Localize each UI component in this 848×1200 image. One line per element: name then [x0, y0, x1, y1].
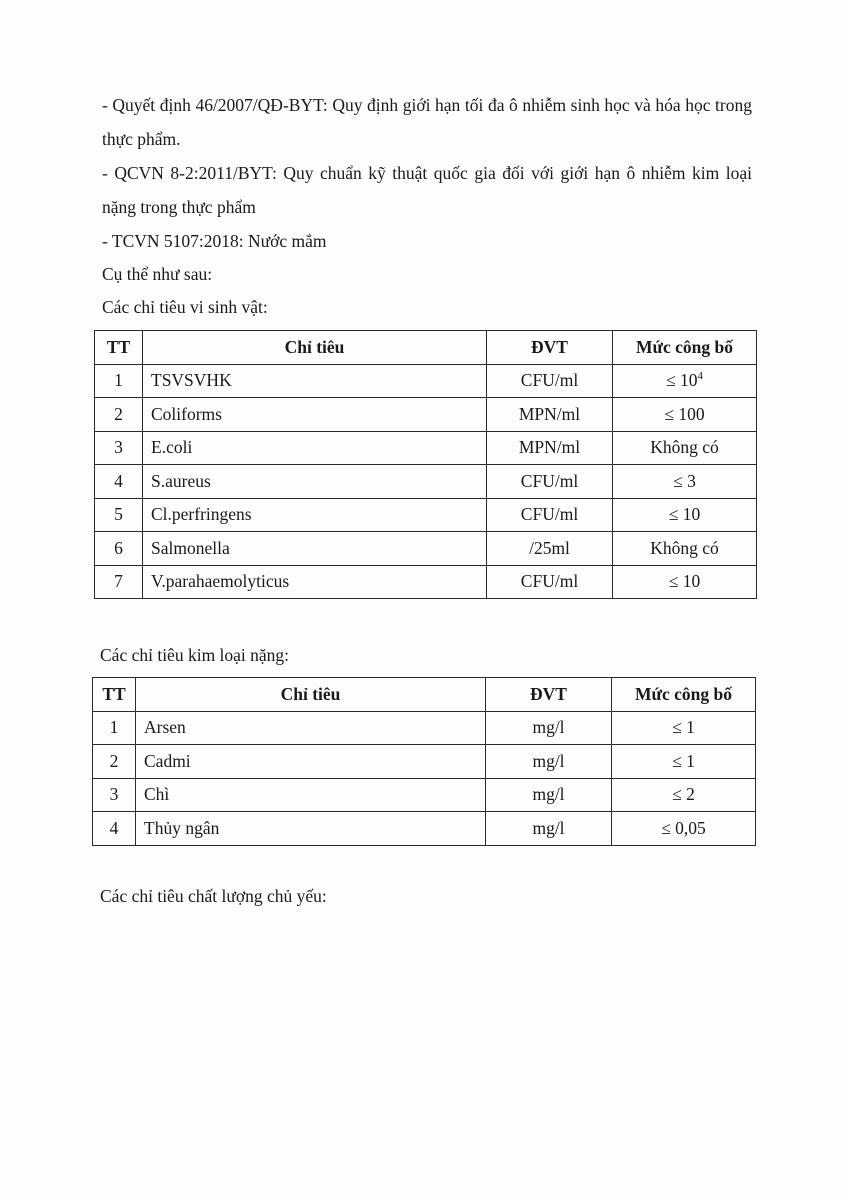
- declared-level: ≤ 100: [613, 398, 757, 432]
- declared-level-exponent: 4: [697, 370, 703, 383]
- unit: mg/l: [486, 711, 612, 745]
- table-row: [93, 778, 756, 812]
- regulation-item-1: - Quyết định 46/2007/QĐ-BYT: Quy định giới hạn tối đa ô nhiễm sinh học và hóa học trong thực phẩm.: [102, 95, 752, 149]
- quality-indicators-heading: Các chỉ tiêu chất lượng chủ yếu:: [100, 886, 327, 906]
- row-number: 5: [95, 498, 143, 532]
- indicator-name: V.parahaemolyticus: [143, 565, 487, 599]
- indicator-name: Chì: [136, 778, 486, 812]
- heavy-metals-heading: Các chỉ tiêu kim loại nặng:: [100, 645, 290, 665]
- heavy-metals-table: [92, 677, 756, 846]
- unit: MPN/ml: [487, 431, 613, 465]
- indicator-name: TSVSVHK: [143, 364, 487, 398]
- unit: CFU/ml: [487, 465, 613, 499]
- indicator-name: Cadmi: [136, 745, 486, 779]
- row-number: 6: [95, 532, 143, 566]
- table-row: [93, 711, 756, 745]
- table-row: [95, 431, 757, 465]
- unit: MPN/ml: [487, 398, 613, 432]
- declared-level: ≤ 10: [613, 565, 757, 599]
- header-chi-tieu: Chỉ tiêu: [143, 331, 487, 365]
- table-header-row: [95, 331, 757, 365]
- unit: CFU/ml: [487, 364, 613, 398]
- declared-level: ≤ 0,05: [612, 812, 756, 846]
- row-number: 1: [95, 364, 143, 398]
- table-row: [95, 565, 757, 599]
- table-row: [95, 398, 757, 432]
- unit: mg/l: [486, 745, 612, 779]
- header-tt: TT: [95, 331, 143, 365]
- declared-level: ≤ 10: [613, 498, 757, 532]
- regulation-item-2: - QCVN 8-2:2011/BYT: Quy chuẩn kỹ thuật quốc gia đối với giới hạn ô nhiễm kim loại nặng trong thực phẩm: [102, 163, 752, 217]
- microbiology-heading: Các chỉ tiêu vi sinh vật:: [102, 297, 268, 317]
- declared-level: ≤ 3: [613, 465, 757, 499]
- indicator-name: E.coli: [143, 431, 487, 465]
- declared-level: Không có: [613, 431, 757, 465]
- table-row: [95, 465, 757, 499]
- indicator-name: Coliforms: [143, 398, 487, 432]
- specifics-label: Cụ thể như sau:: [102, 264, 213, 284]
- header-muc-cong-bo: Mức công bố: [613, 331, 757, 365]
- declared-level-base: ≤ 10: [666, 370, 698, 391]
- unit: CFU/ml: [487, 565, 613, 599]
- unit: mg/l: [486, 778, 612, 812]
- indicator-name: Salmonella: [143, 532, 487, 566]
- declared-level: Không có: [613, 532, 757, 566]
- declared-level: ≤ 1: [612, 711, 756, 745]
- indicator-name: S.aureus: [143, 465, 487, 499]
- indicator-name: Arsen: [136, 711, 486, 745]
- declared-level: ≤ 1: [612, 745, 756, 779]
- unit: CFU/ml: [487, 498, 613, 532]
- row-number: 4: [93, 812, 136, 846]
- header-tt: TT: [93, 678, 136, 712]
- header-chi-tieu: Chỉ tiêu: [136, 678, 486, 712]
- microbiology-table: [94, 330, 757, 599]
- table-row: [93, 745, 756, 779]
- row-number: 2: [95, 398, 143, 432]
- table-header-row: [93, 678, 756, 712]
- indicator-name: Thủy ngân: [136, 812, 486, 846]
- regulation-item-3: - TCVN 5107:2018: Nước mắm: [102, 231, 327, 251]
- row-number: 4: [95, 465, 143, 499]
- declared-level: [613, 364, 757, 398]
- row-number: 7: [95, 565, 143, 599]
- row-number: 3: [95, 431, 143, 465]
- table-row: [93, 812, 756, 846]
- table-row: [95, 364, 757, 398]
- row-number: 3: [93, 778, 136, 812]
- declared-level: ≤ 2: [612, 778, 756, 812]
- unit: /25ml: [487, 532, 613, 566]
- header-dvt: ĐVT: [486, 678, 612, 712]
- row-number: 1: [93, 711, 136, 745]
- header-dvt: ĐVT: [487, 331, 613, 365]
- unit: mg/l: [486, 812, 612, 846]
- table-row: [95, 532, 757, 566]
- table-row: [95, 498, 757, 532]
- row-number: 2: [93, 745, 136, 779]
- indicator-name: Cl.perfringens: [143, 498, 487, 532]
- header-muc-cong-bo: Mức công bố: [612, 678, 756, 712]
